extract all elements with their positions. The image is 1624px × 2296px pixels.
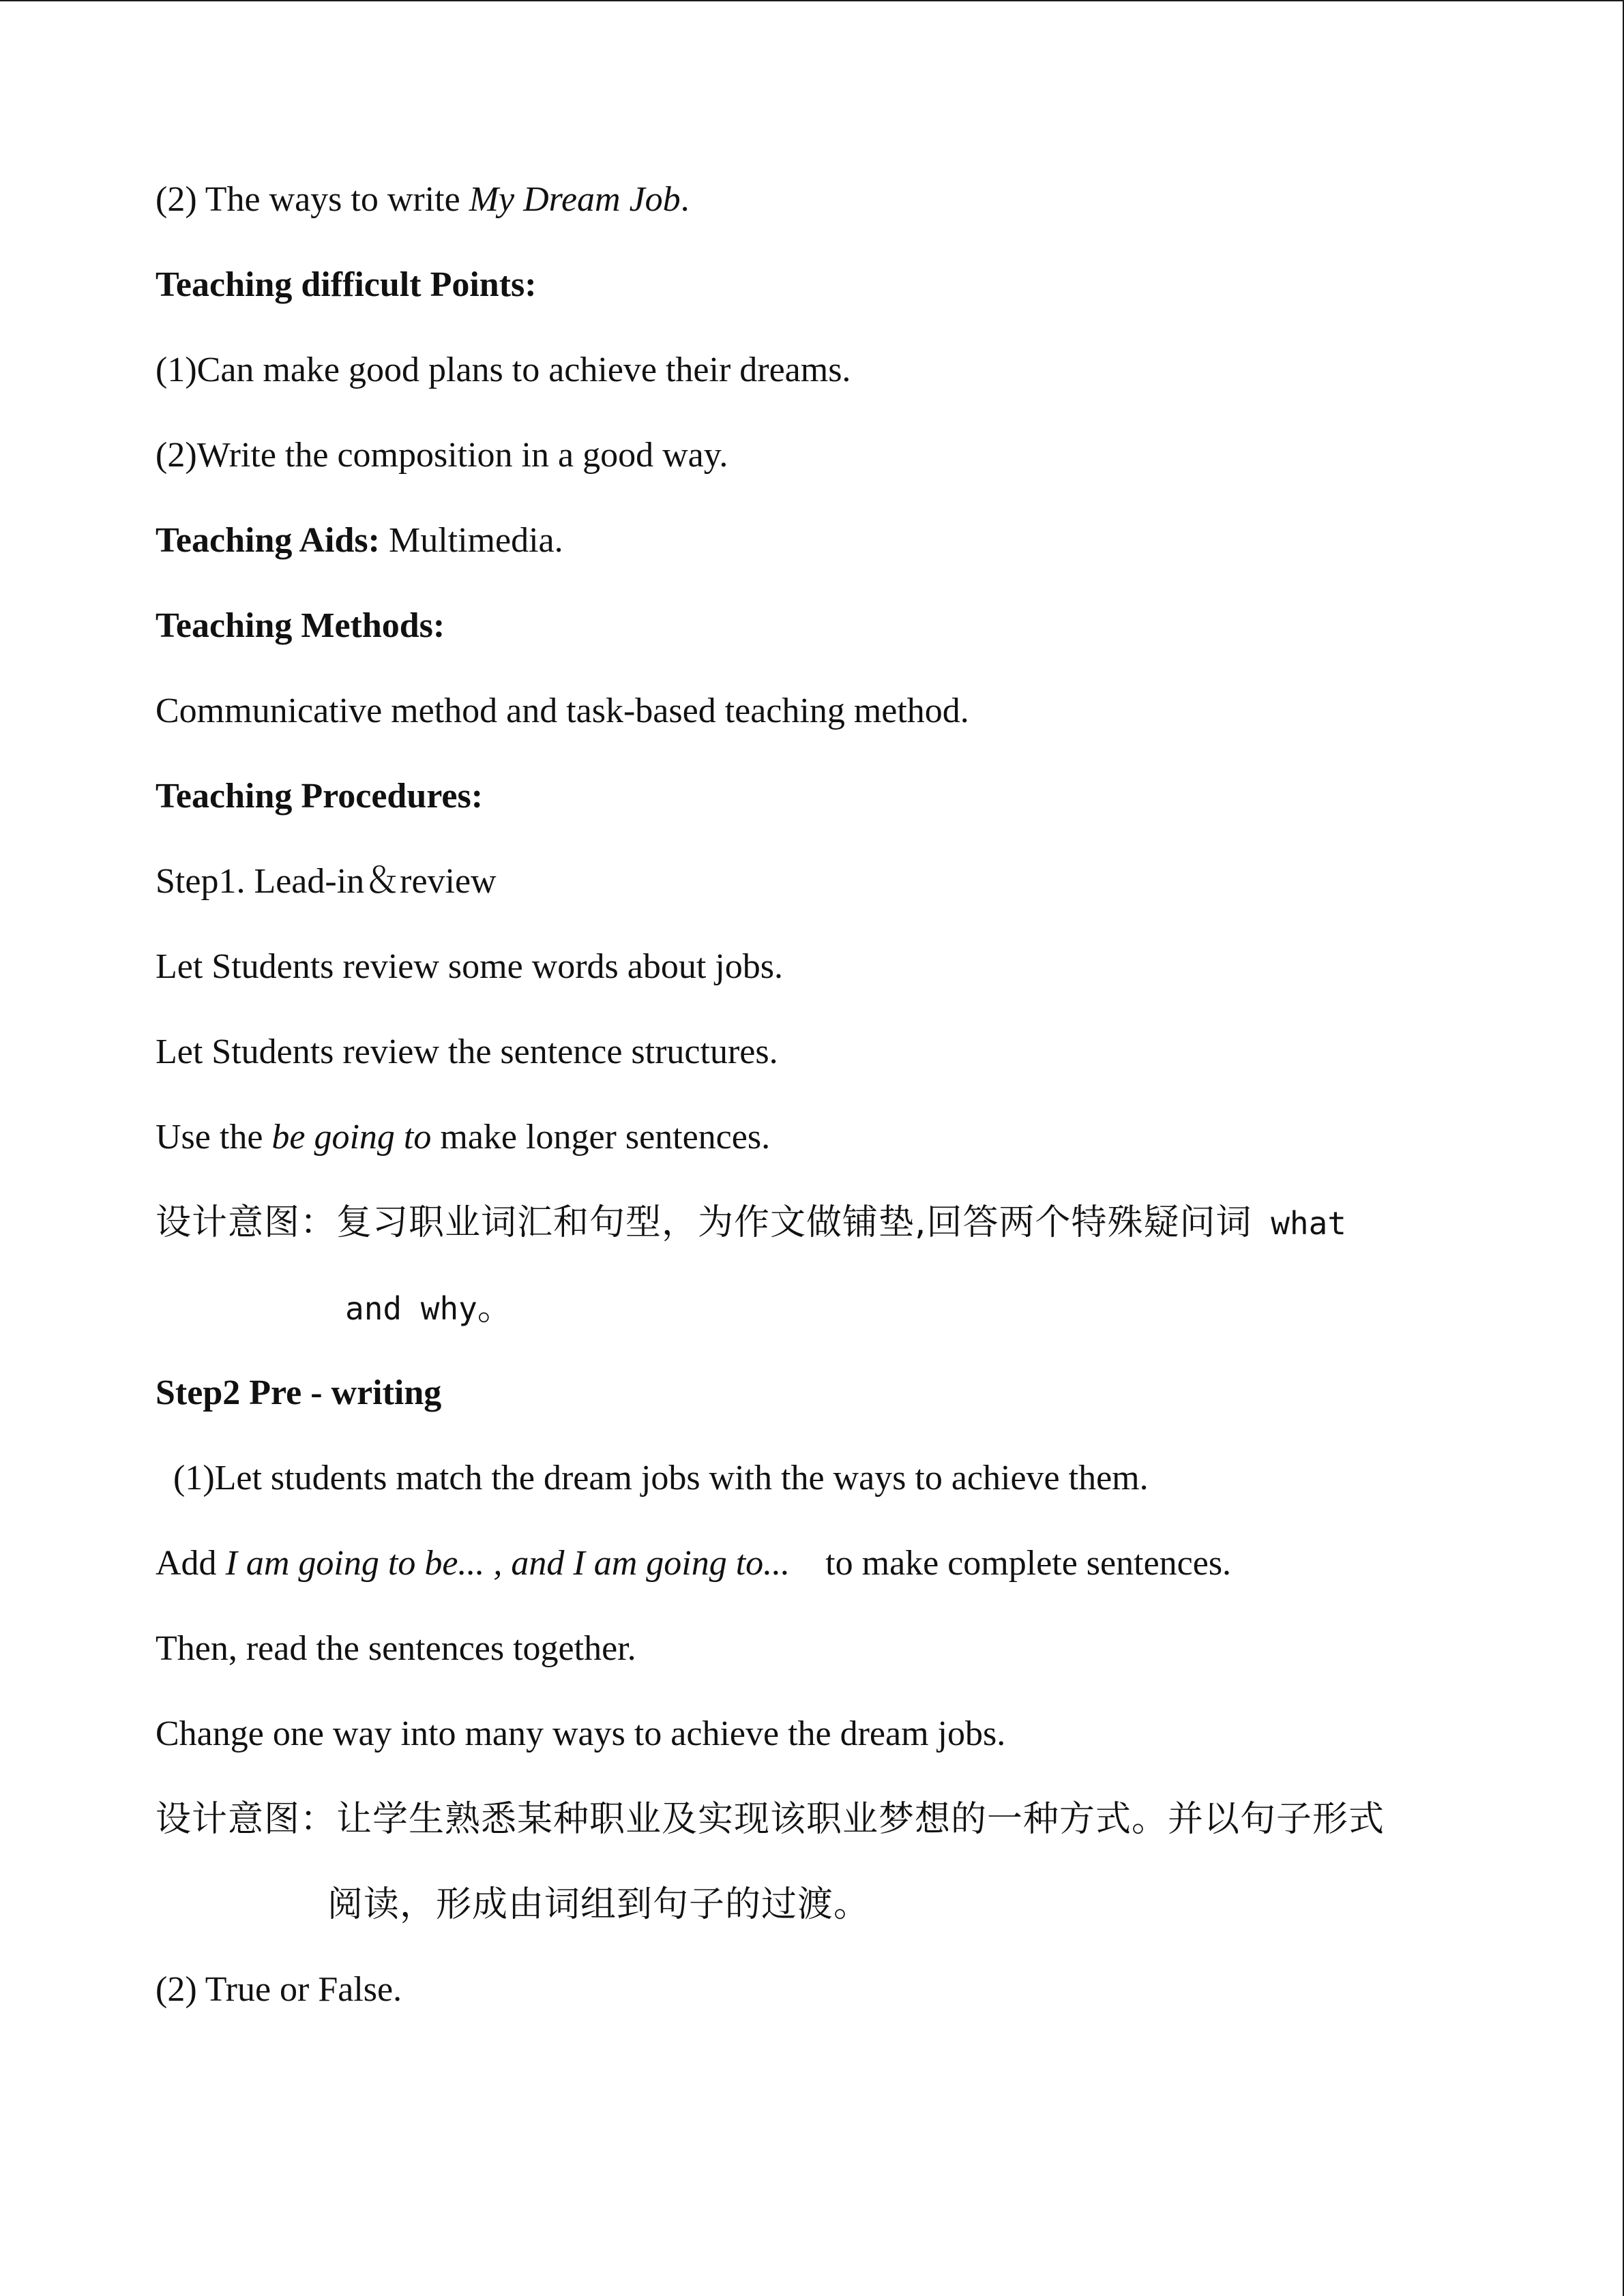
difficult-point-2: (2)Write the composition in a good way.	[156, 436, 728, 475]
step2-design-intent-cont: 阅读，形成由词组到句子的过渡。	[327, 1884, 870, 1925]
step2-heading: Step2 Pre - writing	[156, 1373, 442, 1412]
step2-item-3: Then, read the sentences together.	[156, 1629, 636, 1668]
teaching-aids-value: Multimedia.	[379, 521, 563, 560]
heading-teaching-procedures: Teaching Procedures:	[156, 777, 484, 816]
teaching-aids-label: Teaching Aids:	[156, 521, 380, 560]
difficult-point-1: (1)Can make good plans to achieve their dreams.	[156, 351, 851, 389]
step2-design-intent: 设计意图：让学生熟悉某种职业及实现该职业梦想的一种方式。并以句子形式	[156, 1799, 1385, 1840]
heading-difficult-points: Teaching difficult Points:	[156, 265, 537, 304]
step2-item-2: Add I am going to be... , and I am going to... to make complete sentences.	[156, 1544, 1232, 1583]
step1-design-intent: 设计意图：复习职业词汇和句型，为作文做铺垫,回答两个特殊疑问词 what	[156, 1202, 1347, 1243]
sentence-pattern: I am going to be... , and I am going to...	[225, 1544, 791, 1583]
key-point-2: (2) The ways to write My Dream Job.	[156, 180, 690, 219]
true-or-false-heading: (2) True or False.	[156, 1970, 402, 2009]
grammar-phrase: be going to	[271, 1118, 432, 1157]
key-point-2-title: My Dream Job	[469, 180, 681, 219]
teaching-methods-text: Communicative method and task-based teaching method.	[156, 691, 969, 730]
step2-item-1: (1)Let students match the dream jobs with the ways to achieve them.	[173, 1459, 1149, 1497]
key-point-2-text: (2) The ways to write	[156, 180, 469, 219]
step1-item-3: Use the be going to make longer sentences.	[156, 1118, 771, 1157]
step1-item-1: Let Students review some words about jobs.	[156, 947, 783, 986]
step2-item-4: Change one way into many ways to achieve the dream jobs.	[156, 1714, 1006, 1753]
step1-design-intent-cont: and why。	[345, 1287, 514, 1328]
step1-item-2: Let Students review the sentence structures.	[156, 1032, 778, 1071]
teaching-aids	[156, 517, 563, 565]
step1-heading: Step1. Lead-in＆review	[156, 862, 497, 901]
heading-teaching-methods: Teaching Methods:	[156, 606, 445, 645]
